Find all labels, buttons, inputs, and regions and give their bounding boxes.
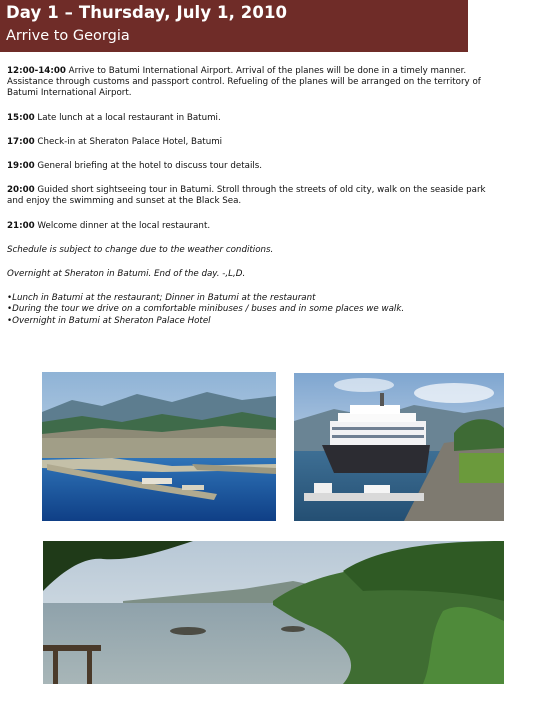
summary-bullets bbox=[7, 293, 497, 327]
schedule-time: 21:00 bbox=[7, 220, 35, 231]
schedule-time: 15:00 bbox=[7, 112, 35, 123]
schedule-time: 19:00 bbox=[7, 161, 35, 172]
bullet-item: •During the tour we drive on a comfortable minibuses / buses and in some places we walk. bbox=[7, 304, 405, 315]
schedule-time: 17:00 bbox=[7, 136, 35, 147]
schedule-time: 12:00-14:00 bbox=[7, 66, 66, 76]
schedule-text: Late lunch at a local restaurant in Batumi. bbox=[34, 112, 221, 123]
day-subtitle: Arrive to Georgia bbox=[6, 28, 130, 44]
cruise-ship-photo bbox=[294, 373, 504, 521]
schedule-text: Guided short sightseeing tour in Batumi. Stroll through the streets of old city, walk on the seaside park and enjoy the swimming and sunset at the Black Sea. bbox=[7, 185, 486, 207]
schedule-text: Arrive to Batumi International Airport. Arrival of the planes will be done in a timely manner. Assistance through customs and passport control. Refueling of the planes will be arranged on the territory of Batumi International Airport. bbox=[7, 66, 481, 99]
batumi-port-photo bbox=[42, 372, 276, 521]
schedule-text: Welcome dinner at the local restaurant. bbox=[34, 220, 211, 231]
itinerary-content bbox=[7, 66, 497, 327]
schedule-text: Check-in at Sheraton Palace Hotel, Batumi bbox=[34, 136, 223, 147]
weather-note: Schedule is subject to change due to the weather conditions. bbox=[7, 244, 274, 255]
bullet-item: •Lunch in Batumi at the restaurant; Dinner in Batumi at the restaurant bbox=[7, 293, 316, 304]
schedule-item bbox=[7, 113, 497, 124]
schedule-text: General briefing at the hotel to discuss tour details. bbox=[34, 161, 263, 172]
schedule-item bbox=[7, 66, 497, 100]
day-header bbox=[0, 0, 468, 52]
overnight-note: Overnight at Sheraton in Batumi. End of the day. -,L,D. bbox=[7, 269, 246, 280]
schedule-item bbox=[7, 161, 497, 172]
schedule-item bbox=[7, 221, 497, 232]
schedule-item bbox=[7, 137, 497, 148]
bullet-item: •Overnight in Batumi at Sheraton Palace Hotel bbox=[7, 315, 211, 326]
seaside-photo bbox=[43, 541, 504, 684]
schedule-item bbox=[7, 185, 497, 207]
day-title: Day 1 – Thursday, July 1, 2010 bbox=[6, 3, 288, 22]
schedule-time: 20:00 bbox=[7, 185, 35, 196]
